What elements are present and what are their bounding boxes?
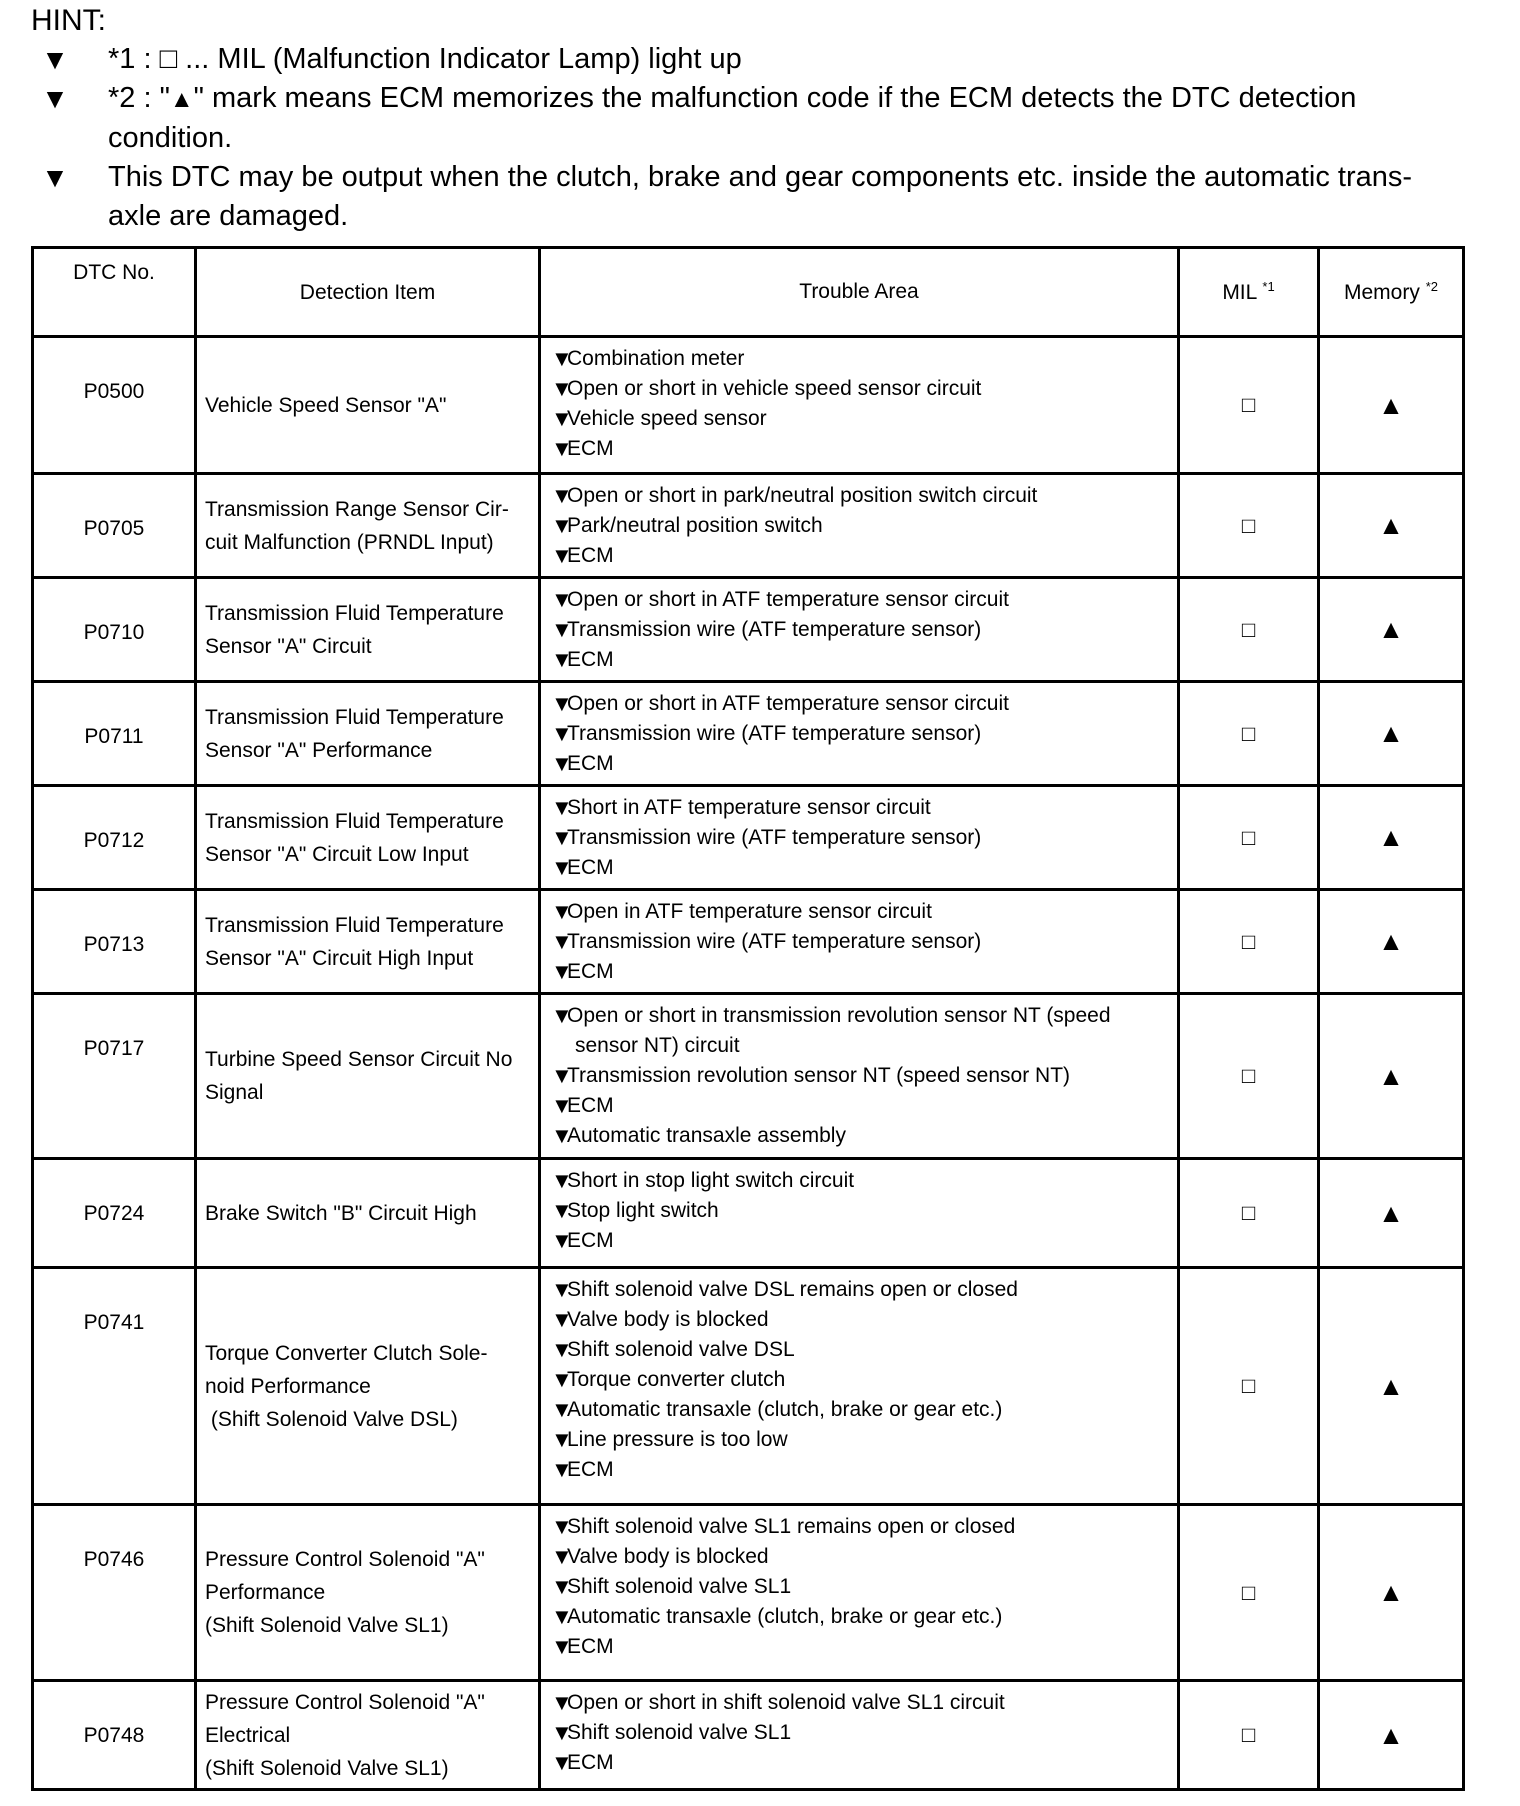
- bullet-icon: ▼: [551, 1307, 573, 1332]
- hint-text: This DTC may be output when the clutch, brake and gear components etc. inside the automatic trans-: [108, 161, 1413, 193]
- trouble-area-line: [551, 793, 1171, 823]
- mil-box-icon: □: [1241, 720, 1256, 746]
- detection-item: [196, 890, 540, 994]
- trouble-area-text: Line pressure is too low: [567, 1428, 788, 1451]
- trouble-area-line: [551, 1226, 1171, 1256]
- detection-item-line: Transmission Fluid Temperature: [205, 913, 504, 937]
- memory-cell: [1319, 1268, 1464, 1505]
- trouble-area: [540, 682, 1179, 786]
- trouble-area-line: [551, 823, 1171, 853]
- trouble-area-line: [551, 1688, 1171, 1718]
- trouble-area-line: [551, 481, 1171, 511]
- bullet-icon: ▼: [551, 1367, 573, 1392]
- table-row: [33, 1268, 1464, 1505]
- triangle-icon: ▲: [1378, 389, 1404, 420]
- trouble-area-text: ECM: [567, 1229, 614, 1252]
- header-mil-label: MIL: [1222, 281, 1257, 304]
- trouble-area-text: Combination meter: [567, 347, 745, 370]
- detection-item: [196, 1681, 540, 1790]
- header-mil: [1179, 248, 1319, 337]
- bullet-icon: ▼: [551, 483, 573, 508]
- trouble-area-line: [551, 1602, 1171, 1632]
- dtc-code: P0713: [33, 890, 196, 994]
- mil-cell: [1179, 1159, 1319, 1268]
- trouble-area-line: [551, 585, 1171, 615]
- bullet-icon: ▼: [551, 1750, 573, 1775]
- dtc-code: P0711: [33, 682, 196, 786]
- detection-item-line: Sensor "A" Circuit High Input: [205, 946, 474, 970]
- trouble-area-line: [551, 344, 1171, 374]
- bullet-icon: ▼: [551, 691, 573, 716]
- trouble-area-line: [551, 1455, 1171, 1485]
- hint-text: *2 : ": [108, 82, 170, 114]
- table-header-row: [33, 248, 1464, 337]
- trouble-area: [540, 786, 1179, 890]
- mil-cell: [1179, 1505, 1319, 1681]
- detection-item-line: (Shift Solenoid Valve SL1): [205, 1614, 449, 1637]
- trouble-area-line: [551, 1632, 1171, 1662]
- hint-text: condition.: [108, 122, 233, 154]
- detection-item-line: Vehicle Speed Sensor "A": [205, 393, 447, 417]
- trouble-area-text: Shift solenoid valve SL1: [567, 1575, 792, 1598]
- header-trouble-area: Trouble Area: [540, 248, 1179, 337]
- memory-cell: [1319, 682, 1464, 786]
- bullet-icon: ▼: [551, 1198, 573, 1223]
- trouble-area-text: Valve body is blocked: [567, 1545, 769, 1568]
- trouble-area-line: [551, 1335, 1171, 1365]
- trouble-area-text: Valve body is blocked: [567, 1308, 769, 1331]
- memory-cell: [1319, 337, 1464, 474]
- trouble-area-line: [551, 1061, 1171, 1091]
- trouble-area-line: [551, 927, 1171, 957]
- memory-cell: [1319, 994, 1464, 1159]
- trouble-area: [540, 1505, 1179, 1681]
- trouble-area-text: Open or short in ATF temperature sensor circuit: [567, 692, 1009, 715]
- dtc-code: P0705: [33, 474, 196, 578]
- trouble-area-line: [551, 689, 1171, 719]
- table-row: [33, 994, 1464, 1159]
- table-row: [33, 1681, 1464, 1790]
- bullet-icon: ▼: [41, 162, 69, 193]
- mil-cell: [1179, 1268, 1319, 1505]
- mil-box-icon: □: [1241, 616, 1256, 642]
- header-mil-sup: *1: [1262, 279, 1275, 294]
- trouble-area-line: [551, 645, 1171, 675]
- mil-cell: [1179, 890, 1319, 994]
- detection-item: [196, 1268, 540, 1505]
- trouble-area-text: ECM: [567, 544, 614, 567]
- bullet-icon: ▼: [551, 1720, 573, 1745]
- mil-box-icon: □: [1241, 512, 1256, 538]
- triangle-icon: ▲: [1378, 1197, 1404, 1228]
- detection-item: [196, 682, 540, 786]
- mil-box-icon: □: [1241, 928, 1256, 954]
- trouble-area-text: Torque converter clutch: [567, 1368, 786, 1391]
- triangle-icon: ▲: [1378, 1060, 1404, 1091]
- trouble-area-text: ECM: [567, 960, 614, 983]
- dtc-code: P0748: [33, 1681, 196, 1790]
- trouble-area-line: [551, 749, 1171, 779]
- detection-item: [196, 337, 540, 474]
- trouble-area-line: [551, 1572, 1171, 1602]
- bullet-icon: ▼: [551, 1228, 573, 1253]
- detection-item-line: Sensor "A" Circuit: [205, 634, 372, 658]
- trouble-area-text: Automatic transaxle (clutch, brake or gear etc.): [567, 1605, 1003, 1628]
- header-detection-item: Detection Item: [196, 248, 540, 337]
- mil-box-icon: □: [1241, 1200, 1256, 1225]
- bullet-icon: ▼: [551, 346, 573, 371]
- trouble-area-line: [551, 1091, 1171, 1121]
- trouble-area-text: ECM: [567, 648, 614, 671]
- detection-item-line: Electrical: [205, 1723, 291, 1747]
- trouble-area-line: [551, 1395, 1171, 1425]
- bullet-icon: ▼: [551, 1277, 573, 1302]
- hint-text: " mark means ECM memorizes the malfunction code if the ECM detects the DTC detection: [193, 82, 1357, 114]
- header-memory-label: Memory: [1344, 281, 1420, 304]
- dtc-code: P0724: [33, 1159, 196, 1268]
- bullet-icon: ▼: [551, 795, 573, 820]
- detection-item-line: Pressure Control Solenoid "A": [205, 1548, 485, 1571]
- trouble-area-text: Open or short in vehicle speed sensor circuit: [567, 377, 982, 400]
- trouble-area: [540, 1681, 1179, 1790]
- mil-box-icon: □: [1241, 824, 1256, 850]
- bullet-icon: ▼: [551, 587, 573, 612]
- bullet-icon: ▼: [551, 751, 573, 776]
- trouble-area-text: ECM: [567, 1635, 614, 1658]
- trouble-area: [540, 1159, 1179, 1268]
- trouble-area-text: Transmission wire (ATF temperature sensor): [567, 618, 982, 641]
- hint-text: ... MIL (Malfunction Indicator Lamp) light up: [177, 43, 742, 75]
- trouble-area-text: ECM: [567, 856, 614, 879]
- bullet-icon: ▼: [551, 899, 573, 924]
- bullet-icon: ▼: [551, 513, 573, 538]
- detection-item: [196, 786, 540, 890]
- dtc-code: P0500: [33, 337, 196, 474]
- trouble-area-text: Park/neutral position switch: [567, 514, 823, 537]
- mil-box-icon: □: [1241, 1063, 1256, 1088]
- detection-item: [196, 1159, 540, 1268]
- detection-item: [196, 578, 540, 682]
- trouble-area-line: [551, 897, 1171, 927]
- detection-item: [196, 474, 540, 578]
- detection-item-line: (Shift Solenoid Valve SL1): [205, 1756, 449, 1780]
- bullet-icon: ▼: [551, 959, 573, 984]
- trouble-area-text: Transmission wire (ATF temperature sensor): [567, 826, 982, 849]
- trouble-area: [540, 1268, 1179, 1505]
- trouble-area-text: Transmission revolution sensor NT (speed sensor NT): [567, 1064, 1071, 1087]
- dtc-code: P0717: [33, 994, 196, 1159]
- detection-item: [196, 994, 540, 1159]
- dtc-code: P0741: [33, 1268, 196, 1505]
- trouble-area: [540, 474, 1179, 578]
- trouble-area-text: ECM: [567, 437, 614, 460]
- trouble-area-text: Short in ATF temperature sensor circuit: [567, 796, 931, 819]
- mil-cell: [1179, 1681, 1319, 1790]
- bullet-icon: ▼: [551, 617, 573, 642]
- bullet-icon: ▼: [551, 1634, 573, 1659]
- trouble-area-line: [551, 1166, 1171, 1196]
- detection-item-line: Transmission Fluid Temperature: [205, 601, 504, 625]
- table-row: [33, 337, 1464, 474]
- detection-item-line: (Shift Solenoid Valve DSL): [205, 1407, 458, 1431]
- trouble-area-line: [551, 1001, 1171, 1031]
- trouble-area-line: [551, 615, 1171, 645]
- trouble-area-text: Shift solenoid valve SL1 remains open or closed: [567, 1515, 1016, 1538]
- bullet-icon: ▼: [551, 1514, 573, 1539]
- memory-cell: [1319, 1159, 1464, 1268]
- mil-cell: [1179, 786, 1319, 890]
- bullet-icon: ▼: [551, 1397, 573, 1422]
- trouble-area-line: [551, 1512, 1171, 1542]
- trouble-area-line: [551, 1425, 1171, 1455]
- trouble-area-line: [551, 1031, 1171, 1061]
- bullet-icon: ▼: [551, 1427, 573, 1452]
- trouble-area-text: Transmission wire (ATF temperature sensor): [567, 930, 982, 953]
- trouble-area-text: Automatic transaxle (clutch, brake or gear etc.): [567, 1398, 1003, 1421]
- detection-item: [196, 1505, 540, 1681]
- mil-cell: [1179, 474, 1319, 578]
- bullet-icon: ▼: [551, 855, 573, 880]
- dtc-code: P0710: [33, 578, 196, 682]
- bullet-icon: ▼: [551, 1457, 573, 1482]
- triangle-icon: ▲: [1378, 1577, 1404, 1607]
- trouble-area-text: Open or short in park/neutral position switch circuit: [567, 484, 1038, 507]
- triangle-icon: ▲: [1378, 822, 1404, 852]
- mil-cell: [1179, 337, 1319, 474]
- memory-cell: [1319, 474, 1464, 578]
- bullet-icon: ▼: [551, 1063, 573, 1088]
- detection-item-line: Torque Converter Clutch Sole-: [205, 1341, 488, 1365]
- triangle-icon: ▲: [1378, 510, 1404, 540]
- trouble-area-text: ECM: [567, 1751, 614, 1774]
- bullet-icon: ▼: [551, 376, 573, 401]
- table-row: [33, 474, 1464, 578]
- trouble-area-line: [551, 1121, 1171, 1151]
- detection-item-line: noid Performance: [205, 1374, 371, 1398]
- table-row: [33, 890, 1464, 994]
- memory-cell: [1319, 890, 1464, 994]
- trouble-area-text: sensor NT) circuit: [575, 1034, 740, 1057]
- bullet-icon: ▼: [551, 543, 573, 568]
- trouble-area-line: [551, 1365, 1171, 1395]
- triangle-icon: ▲: [1378, 1370, 1404, 1401]
- trouble-area-line: [551, 1542, 1171, 1572]
- hint-title: HINT:: [31, 4, 106, 37]
- detection-item-line: Pressure Control Solenoid "A": [205, 1690, 485, 1714]
- table-row: [33, 682, 1464, 786]
- bullet-icon: ▼: [41, 44, 69, 75]
- bullet-icon: ▼: [551, 1123, 573, 1148]
- hint-text: *1 :: [108, 43, 160, 75]
- triangle-icon: ▲: [1378, 718, 1404, 748]
- memory-cell: [1319, 578, 1464, 682]
- bullet-icon: ▼: [551, 1604, 573, 1629]
- trouble-area-line: [551, 511, 1171, 541]
- bullet-icon: ▼: [551, 1544, 573, 1569]
- trouble-area-text: Open or short in ATF temperature sensor circuit: [567, 588, 1009, 611]
- triangle-icon: ▲: [1378, 926, 1404, 956]
- mil-box-icon: □: [1241, 1373, 1256, 1398]
- bullet-icon: ▼: [551, 1093, 573, 1118]
- trouble-area-line: [551, 853, 1171, 883]
- trouble-area-line: [551, 1718, 1171, 1748]
- detection-item-line: Signal: [205, 1081, 264, 1104]
- header-memory: [1319, 248, 1464, 337]
- trouble-area-line: [551, 434, 1171, 464]
- trouble-area-line: [551, 1196, 1171, 1226]
- trouble-area-text: Short in stop light switch circuit: [567, 1169, 855, 1192]
- detection-item-line: Sensor "A" Circuit Low Input: [205, 842, 469, 866]
- bullet-icon: ▼: [551, 825, 573, 850]
- mil-box-icon: □: [1241, 392, 1256, 417]
- detection-item-line: cuit Malfunction (PRNDL Input): [205, 530, 494, 554]
- mil-cell: [1179, 994, 1319, 1159]
- detection-item-line: Transmission Fluid Temperature: [205, 809, 504, 833]
- dtc-table: [31, 246, 1465, 1791]
- trouble-area-line: [551, 1275, 1171, 1305]
- memory-cell: [1319, 1681, 1464, 1790]
- bullet-icon: ▼: [551, 1168, 573, 1193]
- trouble-area-line: [551, 541, 1171, 571]
- trouble-area: [540, 578, 1179, 682]
- trouble-area-text: ECM: [567, 1094, 614, 1117]
- detection-item-line: Transmission Fluid Temperature: [205, 705, 504, 729]
- bullet-icon: ▼: [551, 929, 573, 954]
- trouble-area-text: ECM: [567, 1458, 614, 1481]
- table-row: [33, 1159, 1464, 1268]
- table-row: [33, 578, 1464, 682]
- trouble-area: [540, 890, 1179, 994]
- detection-item-line: Sensor "A" Performance: [205, 738, 433, 762]
- bullet-icon: ▼: [41, 83, 69, 114]
- trouble-area-text: Transmission wire (ATF temperature sensor): [567, 722, 982, 745]
- trouble-area-text: Vehicle speed sensor: [567, 407, 767, 430]
- bullet-icon: ▼: [551, 1574, 573, 1599]
- trouble-area-line: [551, 957, 1171, 987]
- trouble-area-text: Automatic transaxle assembly: [567, 1124, 846, 1147]
- memory-cell: [1319, 1505, 1464, 1681]
- hint-text: axle are damaged.: [108, 200, 349, 232]
- trouble-area-text: ECM: [567, 752, 614, 775]
- mil-box-icon: □: [159, 43, 178, 75]
- detection-item-line: Performance: [205, 1581, 326, 1604]
- dtc-code: P0712: [33, 786, 196, 890]
- detection-item-line: Transmission Range Sensor Cir-: [205, 497, 509, 521]
- trouble-area-text: Open or short in transmission revolution sensor NT (speed: [567, 1004, 1111, 1027]
- trouble-area: [540, 337, 1179, 474]
- bullet-icon: ▼: [551, 406, 573, 431]
- trouble-area-text: Shift solenoid valve SL1: [567, 1721, 792, 1744]
- bullet-icon: ▼: [551, 647, 573, 672]
- trouble-area-line: [551, 404, 1171, 434]
- triangle-icon: ▲: [169, 86, 194, 113]
- trouble-area-text: Shift solenoid valve DSL remains open or closed: [567, 1278, 1018, 1301]
- triangle-icon: ▲: [1378, 614, 1404, 644]
- trouble-area-text: Shift solenoid valve DSL: [567, 1338, 795, 1361]
- bullet-icon: ▼: [551, 436, 573, 461]
- header-memory-sup: *2: [1425, 279, 1438, 294]
- mil-cell: [1179, 578, 1319, 682]
- dtc-code: P0746: [33, 1505, 196, 1681]
- bullet-icon: ▼: [551, 721, 573, 746]
- trouble-area-line: [551, 719, 1171, 749]
- header-dtc: DTC No.: [33, 248, 196, 337]
- trouble-area: [540, 994, 1179, 1159]
- mil-box-icon: □: [1241, 1579, 1256, 1605]
- memory-cell: [1319, 786, 1464, 890]
- bullet-icon: ▼: [551, 1337, 573, 1362]
- bullet-icon: ▼: [551, 1690, 573, 1715]
- detection-item-line: Brake Switch "B" Circuit High: [205, 1201, 477, 1225]
- detection-item-line: Turbine Speed Sensor Circuit No: [205, 1048, 513, 1071]
- mil-cell: [1179, 682, 1319, 786]
- trouble-area-line: [551, 1748, 1171, 1778]
- mil-box-icon: □: [1241, 1722, 1256, 1747]
- trouble-area-line: [551, 374, 1171, 404]
- table-row: [33, 786, 1464, 890]
- table-row: [33, 1505, 1464, 1681]
- bullet-icon: ▼: [551, 1003, 573, 1028]
- trouble-area-line: [551, 1305, 1171, 1335]
- triangle-icon: ▲: [1378, 1719, 1404, 1750]
- trouble-area-text: Open in ATF temperature sensor circuit: [567, 900, 932, 923]
- trouble-area-text: Stop light switch: [567, 1199, 719, 1222]
- trouble-area-text: Open or short in shift solenoid valve SL1 circuit: [567, 1691, 1005, 1714]
